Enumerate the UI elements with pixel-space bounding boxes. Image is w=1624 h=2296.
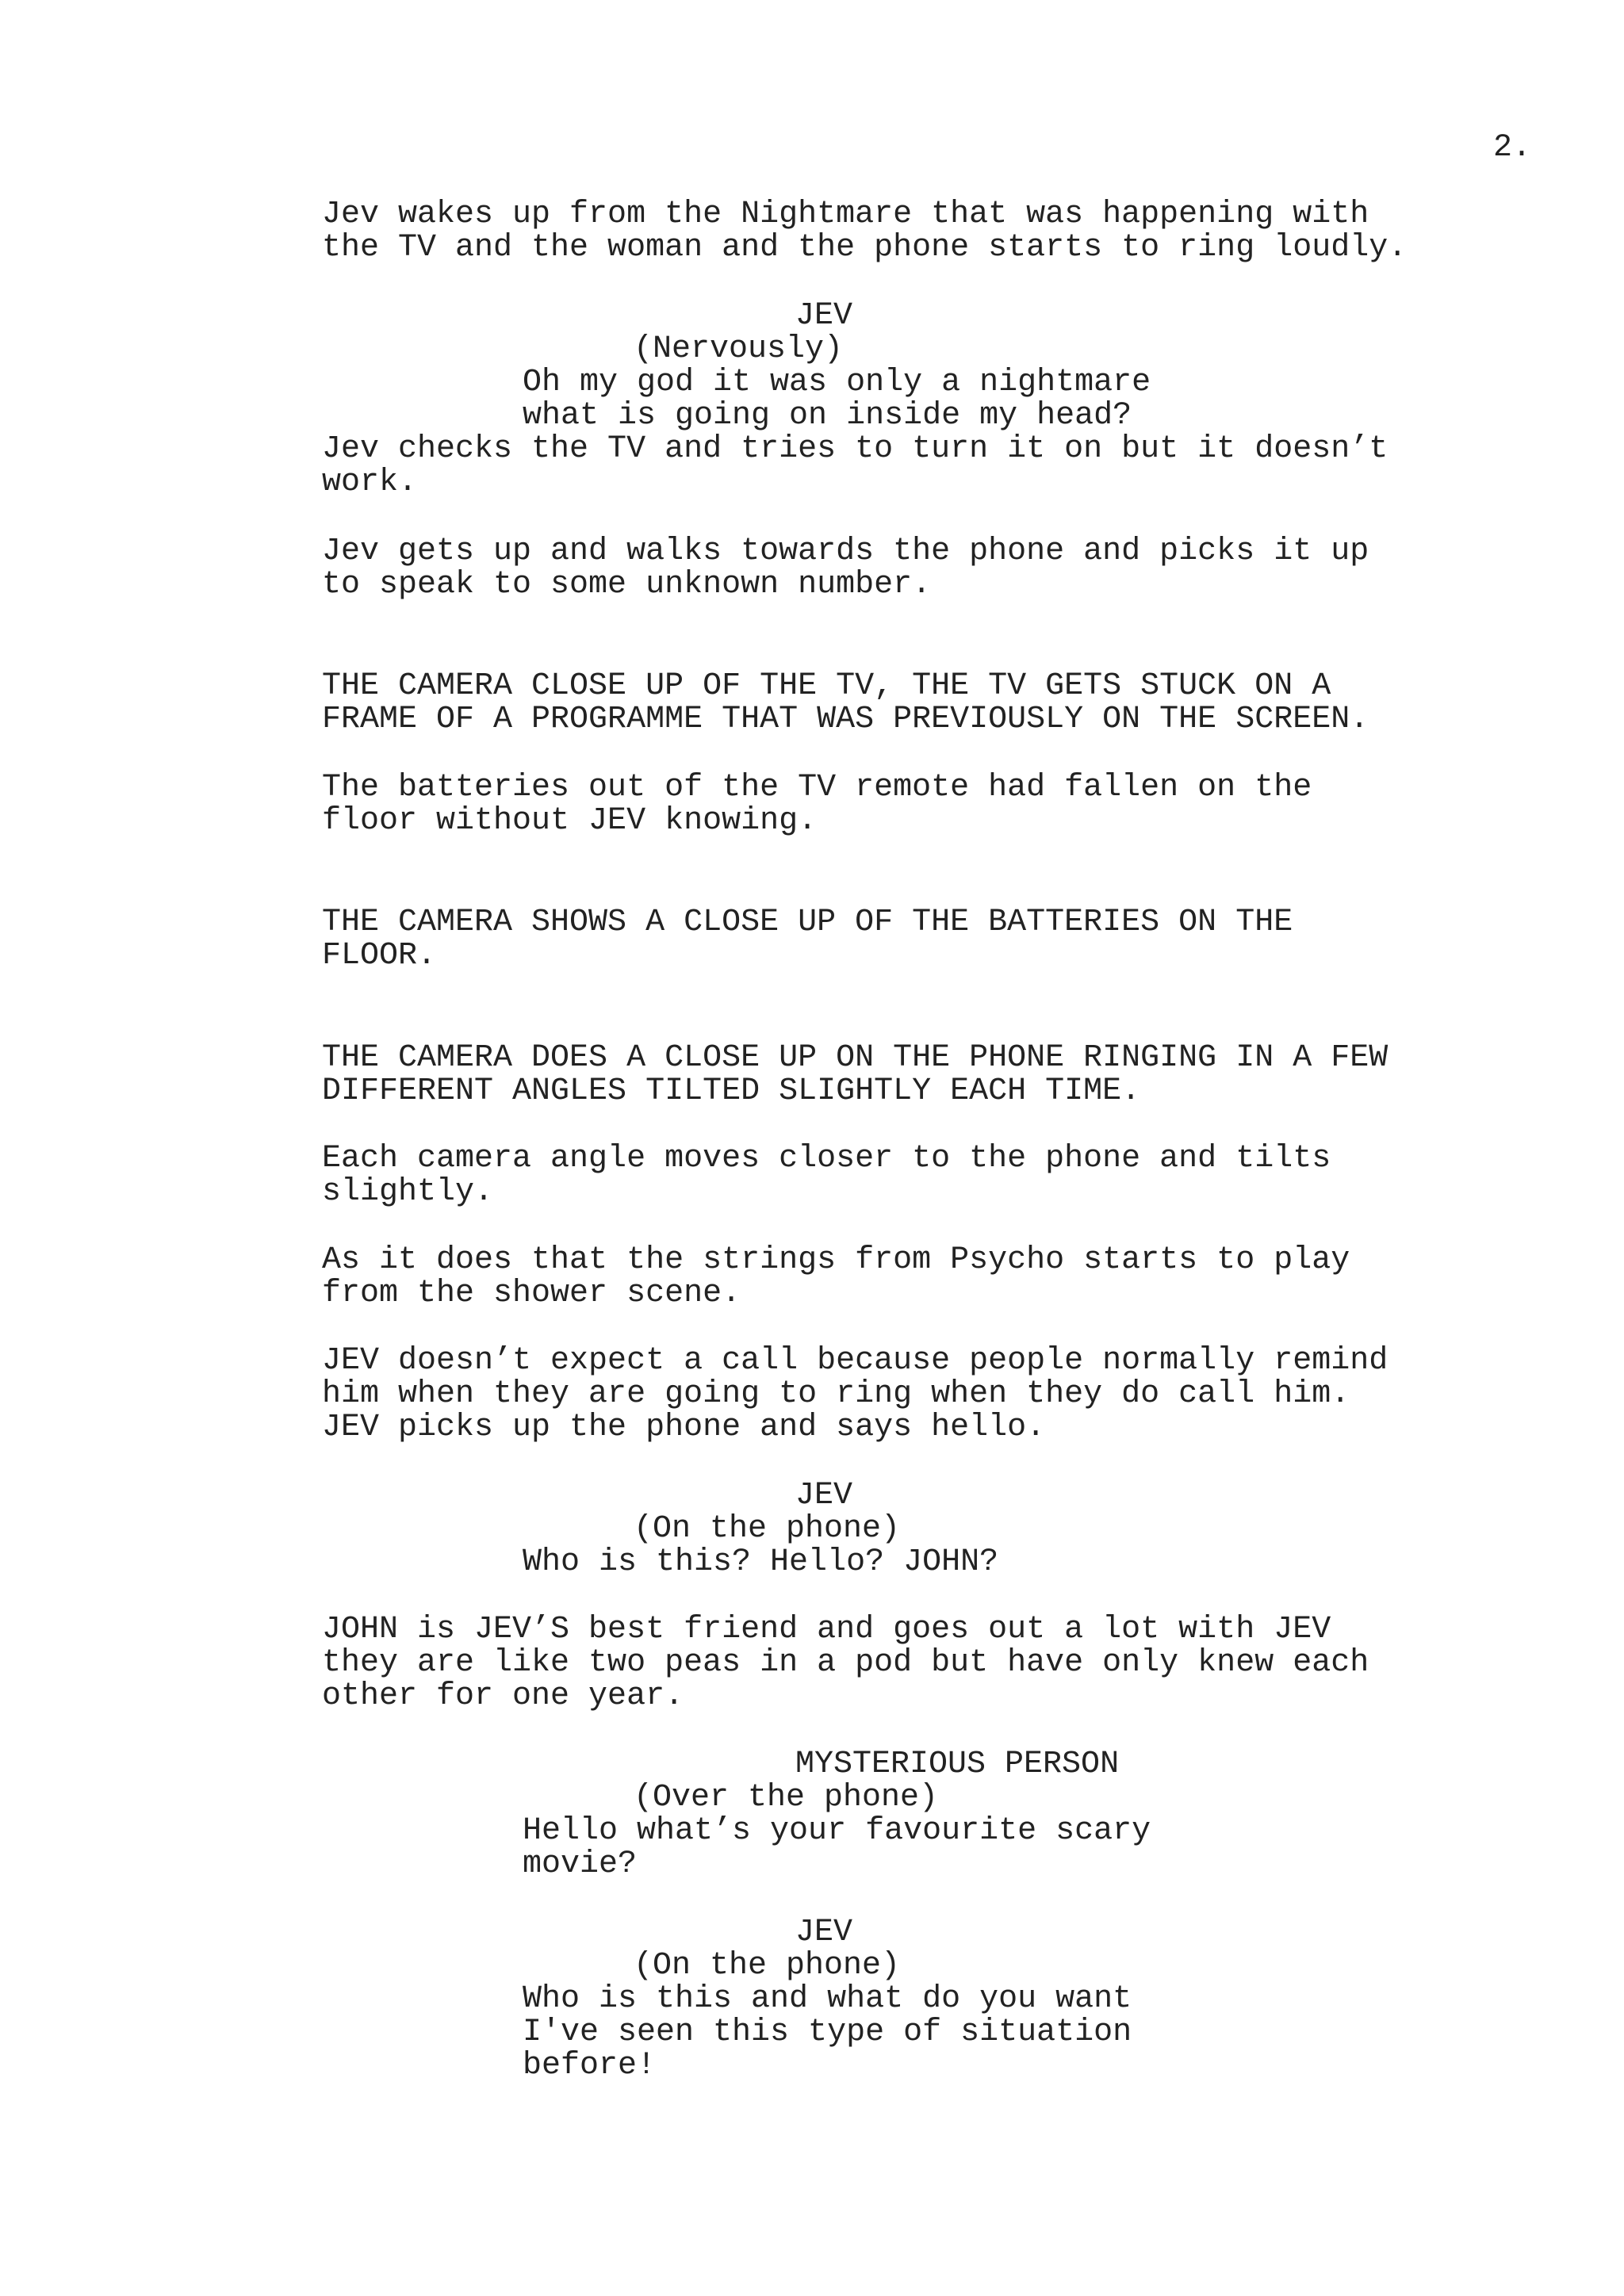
action-line: THE CAMERA DOES A CLOSE UP ON THE PHONE RINGING IN A FEW [322, 1040, 1388, 1076]
action-line: As it does that the strings from Psycho starts to play [322, 1242, 1350, 1278]
action-line: JOHN is JEV’S best friend and goes out a lot with JEV [322, 1612, 1331, 1647]
dialogue-line: I've seen this type of situation [523, 2015, 1132, 2050]
action-line: from the shower scene. [322, 1276, 741, 1311]
character-name: JEV [795, 1915, 853, 1950]
action-line: The batteries out of the TV remote had fallen on the [322, 770, 1312, 806]
action-line: Jev checks the TV and tries to turn it on but it doesn’t [322, 431, 1388, 467]
character-name: JEV [795, 298, 853, 334]
character-name: JEV [795, 1478, 853, 1513]
dialogue-line: what is going on inside my head? [523, 398, 1132, 434]
action-line: Jev wakes up from the Nightmare that was happening with [322, 197, 1369, 232]
action-line: JEV doesn’t expect a call because people normally remind [322, 1343, 1388, 1379]
parenthetical: (On the phone) [634, 1511, 901, 1547]
action-line: other for one year. [322, 1678, 684, 1714]
action-line: floor without JEV knowing. [322, 803, 818, 839]
action-line: slightly. [322, 1174, 494, 1210]
page-number: 2. [1493, 130, 1532, 166]
action-line: FRAME OF A PROGRAMME THAT WAS PREVIOUSLY ON THE SCREEN. [322, 702, 1369, 737]
action-line: to speak to some unknown number. [322, 567, 932, 603]
action-line: the TV and the woman and the phone starts to ring loudly. [322, 230, 1408, 266]
dialogue-line: Oh my god it was only a nightmare [523, 365, 1151, 400]
action-line: THE CAMERA CLOSE UP OF THE TV, THE TV GETS STUCK ON A [322, 668, 1331, 704]
action-line: THE CAMERA SHOWS A CLOSE UP OF THE BATTERIES ON THE [322, 905, 1293, 940]
action-line: they are like two peas in a pod but have only knew each [322, 1645, 1369, 1681]
dialogue-line: movie? [523, 1846, 638, 1882]
dialogue-line: Who is this? Hello? JOHN? [523, 1544, 999, 1580]
action-line: work. [322, 465, 418, 500]
parenthetical: (On the phone) [634, 1948, 901, 1984]
parenthetical: (Nervously) [634, 331, 844, 367]
action-line: JEV picks up the phone and says hello. [322, 1410, 1046, 1445]
action-line: FLOOR. [322, 938, 437, 974]
dialogue-line: Who is this and what do you want [523, 1981, 1132, 2017]
character-name: MYSTERIOUS PERSON [795, 1747, 1120, 1782]
action-line: DIFFERENT ANGLES TILTED SLIGHTLY EACH TIME. [322, 1073, 1141, 1109]
parenthetical: (Over the phone) [634, 1780, 939, 1816]
action-line: Each camera angle moves closer to the phone and tilts [322, 1141, 1331, 1177]
action-line: him when they are going to ring when they do call him. [322, 1376, 1350, 1412]
dialogue-line: before! [523, 2048, 657, 2084]
action-line: Jev gets up and walks towards the phone and picks it up [322, 534, 1369, 569]
dialogue-line: Hello what’s your favourite scary [523, 1813, 1151, 1849]
